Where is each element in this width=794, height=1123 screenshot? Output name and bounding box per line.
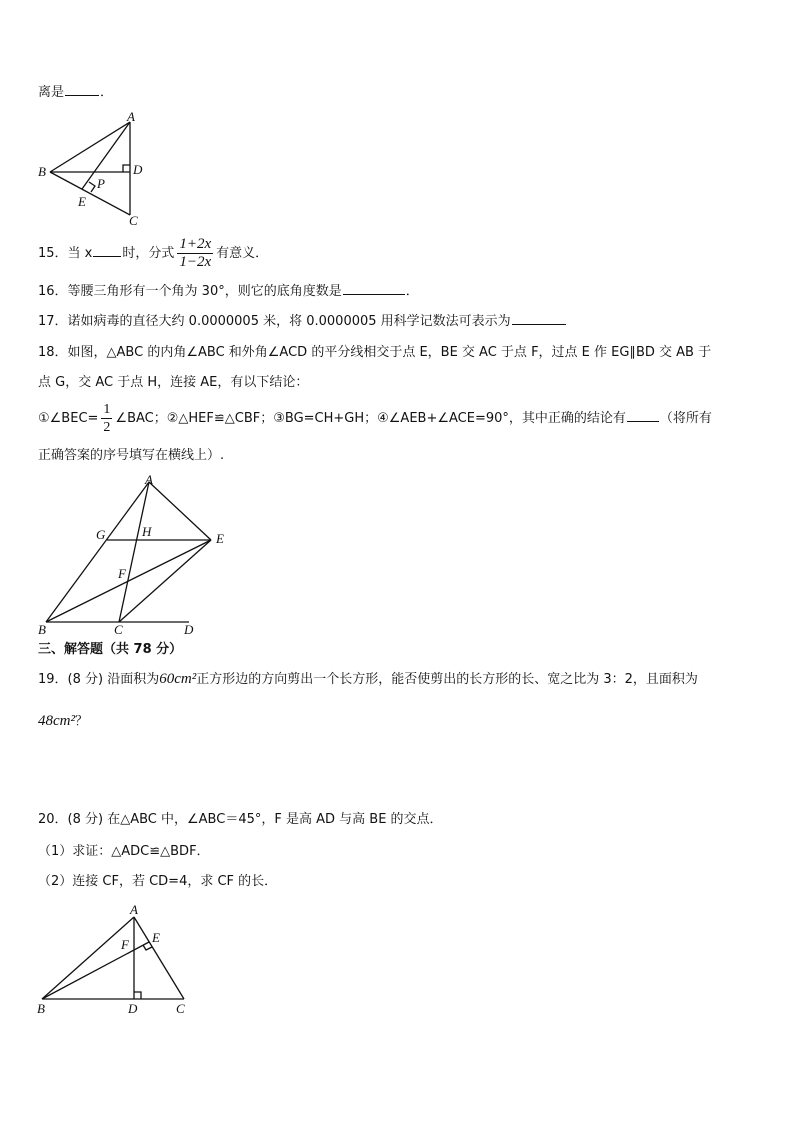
q15-mid: 时，分式 (122, 246, 175, 261)
label-A: A (127, 109, 135, 124)
label-E: E (152, 930, 160, 945)
q20-part2: （2）连接 CF，若 CD=4，求 CF 的长． (38, 874, 278, 889)
label-D: D (128, 1001, 138, 1016)
label-B: B (38, 622, 46, 637)
q14-end: ． (100, 85, 114, 100)
q18-frac-den: 2 (103, 420, 111, 435)
q16-end: ． (405, 284, 419, 299)
q20-line1: 20．(8 分) 在△ABC 中，∠ABC＝45°，F 是高 AD 与高 BE 的交点． (38, 812, 443, 827)
label-H: H (142, 524, 152, 539)
right-angle-D (123, 165, 130, 172)
q19-mid: 正方形边的方向剪出一个长方形，能否使剪出的长方形的长、宽之比为 3：2，且面积为 (196, 672, 698, 687)
label-G: G (96, 527, 106, 542)
right-angle-D (134, 992, 141, 999)
q17-answer-blank[interactable] (512, 312, 566, 325)
label-C: C (129, 213, 138, 228)
q19-line2 (38, 712, 88, 731)
q18-line4: 正确答案的序号填写在横线上）. (38, 448, 225, 463)
label-A: A (130, 902, 138, 917)
q18-answer-blank[interactable] (627, 409, 659, 422)
q17-text: 17．诺如病毒的直径大约 0.0000005 米，将 0.0000005 用科学记数法可表示为 (38, 314, 511, 329)
right-angle-P (89, 182, 95, 192)
label-D: D (133, 162, 143, 177)
q15-answer-blank[interactable] (93, 244, 121, 257)
q14-answer-blank[interactable] (65, 83, 99, 96)
label-C: C (114, 622, 123, 637)
figure-q18 (34, 472, 234, 642)
q19-line1 (38, 670, 698, 689)
seg-AE (82, 122, 130, 189)
label-C: C (176, 1001, 185, 1016)
q18-c1-post: ∠BAC；②△HEF≌△CBF；③BG=CH+GH；④∠AEB+∠ACE=90°，其中正确的结论有 (115, 411, 626, 426)
label-B: B (38, 164, 46, 179)
figure-q20 (32, 899, 212, 1029)
seg-BA (50, 122, 130, 172)
label-F: F (121, 937, 129, 952)
q16-text: 16．等腰三角形有一个角为 30°，则它的底角度数是 (38, 284, 342, 299)
q19-end: ？ (75, 714, 89, 729)
q15-end: 有意义． (216, 246, 269, 261)
q19-area2: 48cm² (38, 713, 75, 729)
q19-pre: 19．(8 分) 沿面积为 (38, 672, 160, 687)
label-F: F (118, 566, 126, 581)
figure-q14 (30, 109, 190, 232)
label-A: A (145, 472, 153, 487)
section-title: 三、解答题（共 78 分） (38, 642, 183, 657)
label-B: B (37, 1001, 45, 1016)
seg-BE (46, 540, 211, 622)
label-P: P (97, 176, 105, 191)
seg-CE (119, 540, 211, 622)
q15-frac-den: 1−2x (179, 254, 212, 270)
q18-line2: 点 G，交 AC 于点 H，连接 AE，有以下结论： (38, 375, 309, 390)
q17 (38, 312, 567, 331)
q16 (38, 282, 419, 301)
q15 (38, 236, 268, 272)
q15-text: 15．当 x (38, 246, 93, 261)
q18-c1-end: （将所有 (659, 411, 712, 426)
q18-line1: 18．如图，△ABC 的内角∠ABC 和外角∠ACD 的平分线相交于点 E，BE 交 AC 于点 F，过点 E 作 EG∥BD 交 AB 于 (38, 345, 712, 360)
label-D: D (184, 622, 194, 637)
q15-fraction (177, 236, 213, 271)
label-E: E (78, 194, 86, 209)
right-angle-E (143, 945, 152, 950)
label-E: E (216, 531, 224, 546)
q18-frac-num: 1 (103, 402, 111, 417)
q18-fraction (101, 401, 112, 436)
q19-area1: 60cm² (159, 671, 197, 687)
q15-frac-num: 1+2x (179, 236, 212, 252)
q14-tail (38, 83, 113, 102)
q18-conclusions (38, 401, 712, 437)
q16-answer-blank[interactable] (343, 282, 405, 295)
q20-part1: （1）求证：△ADC≌△BDF． (38, 844, 210, 859)
q18-c1-pre: ①∠BEC= (38, 411, 99, 426)
seg-AE (149, 482, 211, 540)
q14-text: 离是 (38, 85, 65, 100)
